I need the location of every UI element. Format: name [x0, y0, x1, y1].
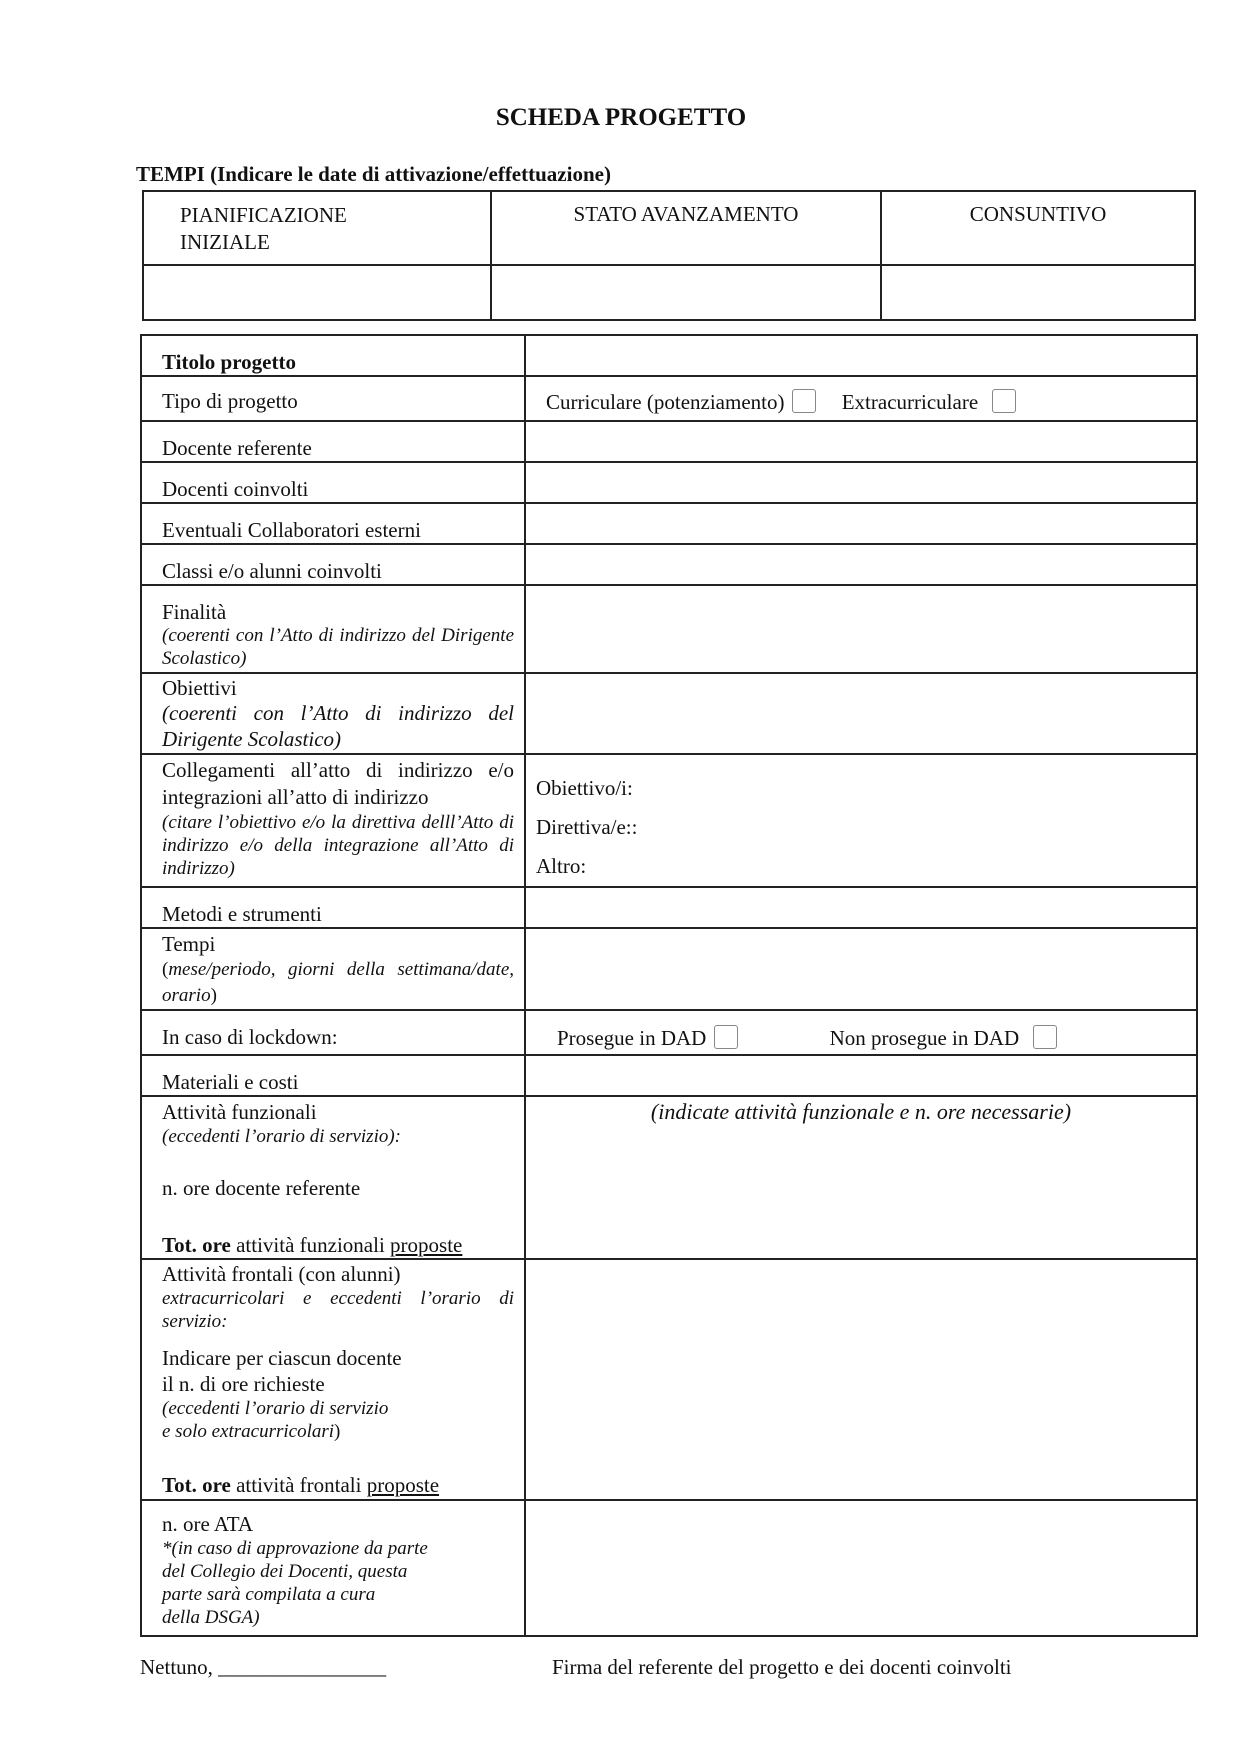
- ore-referente-label: n. ore docente referente: [162, 1176, 361, 1200]
- tempi-header-pianificazione: PIANIFICAZIONE INIZIALE: [143, 191, 491, 265]
- tempi-table: [142, 190, 1196, 321]
- field-ata[interactable]: [525, 1500, 1197, 1636]
- field-collegamenti: [525, 754, 1197, 887]
- tot-funzionali-label: Tot. ore attività funzionali proposte: [162, 1233, 463, 1257]
- ata-note: *(in caso di approvazione da parte del Collegio dei Docenti, questa parte sarà compilata a cura della DSGA): [162, 1538, 428, 1628]
- field-titolo[interactable]: [525, 335, 1197, 376]
- frontali-note: extracurricolari e eccedenti l’orario di servizio:: [162, 1288, 514, 1332]
- label-ata: n. ore ATA *(in caso di approvazione da parte del Collegio dei Docenti, questa parte sarà compilata a cura della DSGA): [141, 1500, 525, 1636]
- signature-label: Firma del referente del progetto e dei docenti coinvolti: [552, 1655, 1012, 1679]
- checkbox-prosegue[interactable]: [714, 1025, 738, 1049]
- field-docenti-coinvolti[interactable]: [525, 462, 1197, 503]
- field-funzionali[interactable]: [525, 1096, 1197, 1259]
- label-materiali: Materiali e costi: [141, 1055, 525, 1096]
- field-collaboratori[interactable]: [525, 503, 1197, 544]
- field-obiettivi[interactable]: [525, 673, 1197, 754]
- option-non-prosegue-label: Non prosegue in DAD: [829, 1026, 1020, 1050]
- indicare-label: Indicare per ciascun docente il n. di ore richieste: [162, 1346, 402, 1396]
- altro-line[interactable]: Altro:: [536, 854, 587, 878]
- field-tempi[interactable]: [525, 928, 1197, 1010]
- checkbox-curriculare[interactable]: [792, 389, 816, 413]
- collegamenti-note: (citare l’obiettivo e/o la direttiva delll’Atto di indirizzo e/o della integrazione all’Atto di indirizzo): [162, 812, 514, 879]
- funzionali-hint: (indicate attività funzionale e n. ore necessarie): [650, 1099, 1072, 1124]
- label-funzionali: Attività funzionali (eccedenti l’orario di servizio): n. ore docente referente Tot. ore attività funzionali proposte: [141, 1096, 525, 1259]
- tempi-field-stato[interactable]: [491, 265, 881, 320]
- obiettivo-line[interactable]: Obiettivo/i:: [536, 776, 633, 800]
- field-frontali[interactable]: [525, 1259, 1197, 1500]
- label-docenti-coinvolti: Docenti coinvolti: [141, 462, 525, 503]
- page-title: SCHEDA PROGETTO: [495, 104, 747, 131]
- label-collegamenti: Collegamenti all’atto di indirizzo e/o integrazioni all’atto di indirizzo (citare l’obiettivo e/o la direttiva delll’Atto di indirizzo e/o della integrazione all’Atto di indirizzo): [141, 754, 525, 887]
- tempi-field-pianificazione[interactable]: [143, 265, 491, 320]
- field-classi[interactable]: [525, 544, 1197, 585]
- checkbox-extracurriculare[interactable]: [992, 389, 1016, 413]
- obiettivi-note: (coerenti con l’Atto di indirizzo del Dirigente Scolastico): [162, 701, 514, 751]
- finalita-note: (coerenti con l’Atto di indirizzo del Dirigente Scolastico): [162, 625, 514, 669]
- label-lockdown: In caso di lockdown:: [141, 1010, 525, 1055]
- tempi-header-stato: STATO AVANZAMENTO: [491, 191, 881, 265]
- label-tempi: Tempi (mese/periodo, giorni della settimana/date, orario): [141, 928, 525, 1010]
- field-materiali[interactable]: [525, 1055, 1197, 1096]
- field-finalita[interactable]: [525, 585, 1197, 673]
- label-collaboratori: Eventuali Collaboratori esterni: [141, 503, 525, 544]
- label-finalita: Finalità (coerenti con l’Atto di indirizzo del Dirigente Scolastico): [141, 585, 525, 673]
- label-tipo: Tipo di progetto: [141, 376, 525, 421]
- label-classi: Classi e/o alunni coinvolti: [141, 544, 525, 585]
- label-titolo: Titolo progetto: [141, 335, 525, 376]
- checkbox-non-prosegue[interactable]: [1033, 1025, 1057, 1049]
- option-extracurriculare-label: Extracurriculare: [841, 390, 979, 414]
- field-tipo: [525, 376, 1197, 421]
- funzionali-note: (eccedenti l’orario di servizio):: [162, 1126, 402, 1147]
- direttiva-line[interactable]: Direttiva/e::: [536, 815, 638, 839]
- option-prosegue-label: Prosegue in DAD: [557, 1026, 707, 1050]
- tempi-field-consuntivo[interactable]: [881, 265, 1195, 320]
- place-date: Nettuno, ________________: [140, 1655, 387, 1679]
- tempi-note: (mese/periodo, giorni della settimana/date, orario): [162, 959, 514, 1006]
- tempi-heading: TEMPI (Indicare le date di attivazione/effettuazione): [136, 162, 611, 186]
- tempi-header-consuntivo: CONSUNTIVO: [881, 191, 1195, 265]
- label-obiettivi: Obiettivi (coerenti con l’Atto di indirizzo del Dirigente Scolastico): [141, 673, 525, 754]
- option-curriculare-label: Curriculare (potenziamento): [546, 390, 785, 414]
- label-frontali: Attività frontali (con alunni) extracurricolari e eccedenti l’orario di servizio: Indicare per ciascun docente il n. di ore richieste (eccedenti l’orario di servizio e solo extracurricolari) Tot. ore attività frontali proposte: [141, 1259, 525, 1500]
- label-metodi: Metodi e strumenti: [141, 887, 525, 928]
- project-form-table: [140, 334, 1198, 1637]
- field-metodi[interactable]: [525, 887, 1197, 928]
- field-docente-referente[interactable]: [525, 421, 1197, 462]
- indicare-note: (eccedenti l’orario di servizio e solo extracurricolari): [162, 1398, 389, 1442]
- tot-frontali-label: Tot. ore attività frontali proposte: [162, 1473, 440, 1497]
- label-docente-referente: Docente referente: [141, 421, 525, 462]
- field-lockdown: [525, 1010, 1197, 1055]
